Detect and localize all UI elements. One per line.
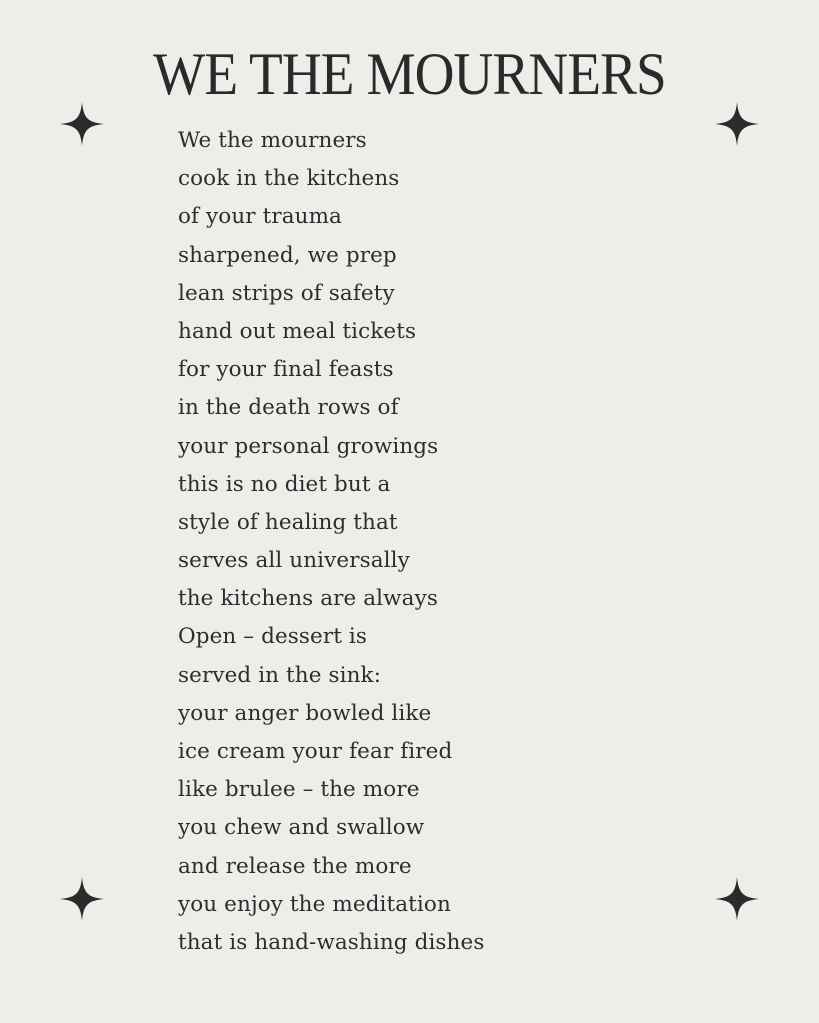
poem-line: you chew and swallow xyxy=(178,815,425,841)
poem-line: served in the sink: xyxy=(178,662,382,688)
poem-line: We the mourners xyxy=(178,128,367,153)
poem-line: cook in the kitchens xyxy=(178,166,400,192)
poem-line: ice cream your fear fired xyxy=(178,739,453,764)
sparkle-icon xyxy=(58,100,106,148)
poem-line: of your trauma xyxy=(178,204,342,230)
poem-line: hand out meal tickets xyxy=(178,318,417,344)
poem-line: style of healing that xyxy=(178,509,398,535)
poem-line: this is no diet but a xyxy=(178,471,391,497)
sparkle-icon xyxy=(713,100,761,148)
poem-line: and release the more xyxy=(178,853,412,879)
poem-line: you enjoy the meditation xyxy=(178,891,451,917)
sparkle-icon xyxy=(713,875,761,923)
poem-line: in the death rows of xyxy=(178,395,399,421)
poem-line: the kitchens are always xyxy=(178,586,438,612)
poem-body xyxy=(178,122,678,962)
poem-line: sharpened, we prep xyxy=(178,242,397,268)
poem-line: like brulee – the more xyxy=(178,777,420,803)
poem-line: Open – dessert is xyxy=(178,624,368,650)
sparkle-icon xyxy=(58,875,106,923)
poem-title: WE THE MOURNERS xyxy=(153,41,666,107)
poem-line: for your final feasts xyxy=(178,357,394,383)
poem-line: your anger bowled like xyxy=(178,700,432,726)
poem-line: serves all universally xyxy=(178,548,410,574)
poem-line: your personal growings xyxy=(178,433,439,459)
poem-line: that is hand-washing dishes xyxy=(178,929,485,955)
poem-line: lean strips of safety xyxy=(178,280,395,306)
